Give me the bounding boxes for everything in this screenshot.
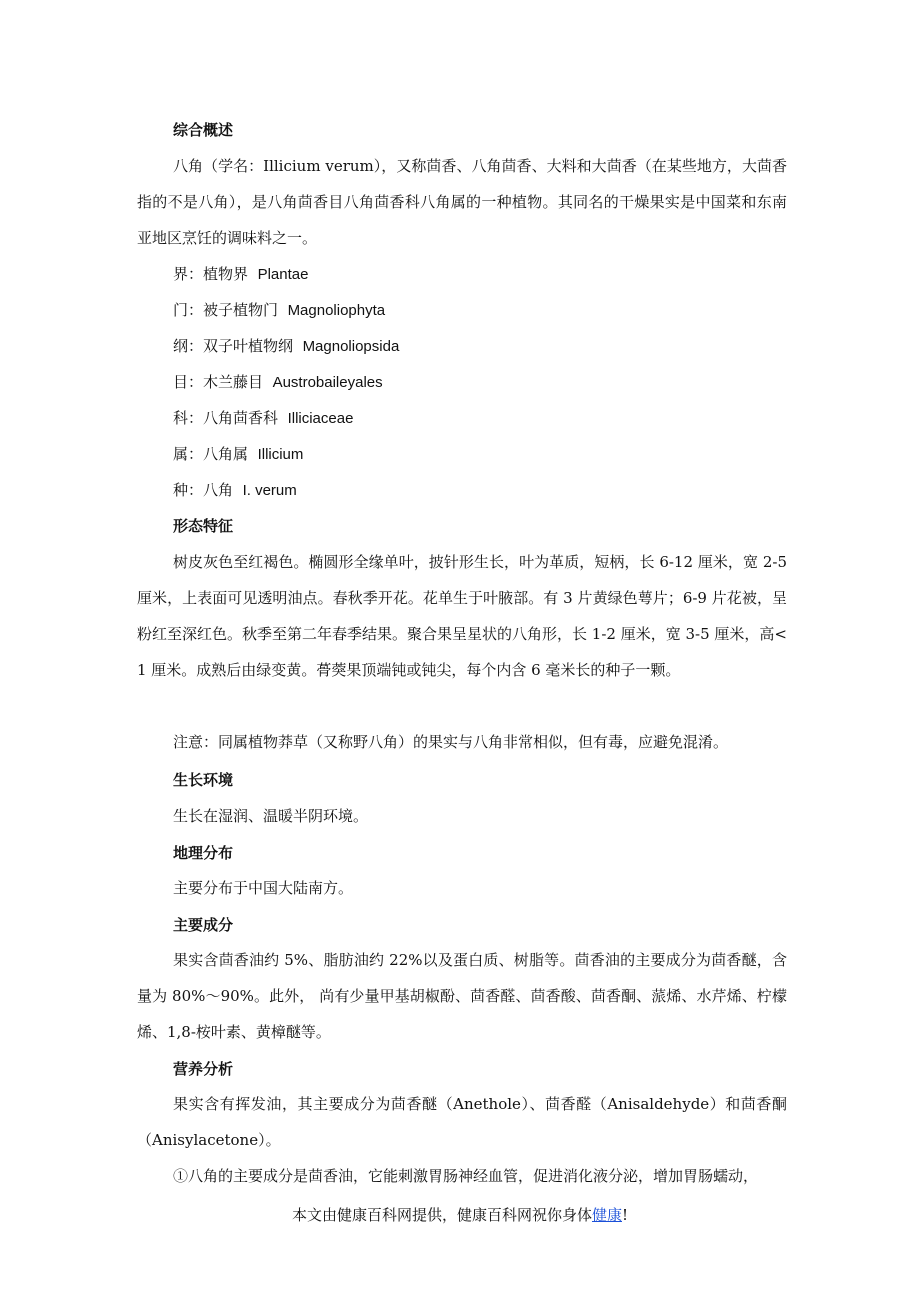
taxonomy-family — [173, 408, 353, 429]
overview-intro: 八角（学名：Illicium verum），又称茴香、八角茴香、大料和大茴香（在某些地方，大茴香指的不是八角），是八角茴香目八角茴香科八角属的一种植物。其同名的干燥果实是中国菜和东南亚地区烹饪的调味料之一。 — [137, 157, 787, 247]
taxonomy-label: 目：木兰藤目 — [173, 373, 264, 391]
morphology-note: 注意：同属植物莽草（又称野八角）的果实与八角非常相似，但有毒，应避免混淆。 — [173, 733, 729, 751]
distribution-text: 主要分布于中国大陆南方。 — [173, 879, 354, 897]
taxonomy-latin: Austrobaileyales — [272, 374, 383, 391]
taxonomy-phylum — [173, 300, 385, 321]
heading-habitat: 生长环境 — [173, 771, 234, 789]
taxonomy-label: 属：八角属 — [173, 445, 249, 463]
taxonomy-latin: Illiciaceae — [287, 410, 354, 427]
taxonomy-latin: Magnoliophyta — [287, 302, 386, 319]
taxonomy-latin: Magnoliopsida — [302, 338, 400, 355]
taxonomy-label: 门：被子植物门 — [173, 301, 279, 319]
page-footer — [0, 1205, 920, 1225]
heading-composition: 主要成分 — [173, 916, 234, 934]
taxonomy-label: 科：八角茴香科 — [173, 409, 279, 427]
heading-nutrition: 营养分析 — [173, 1060, 234, 1078]
nutrition-item-1: ①八角的主要成分是茴香油，它能刺激胃肠神经血管，促进消化液分泌，增加胃肠蠕动， — [173, 1167, 759, 1185]
nutrition-text: 果实含有挥发油，其主要成分为茴香醚（Anethole）、茴香醛（Anisaldehyde）和茴香酮（Anisylacetone）。 — [137, 1095, 787, 1149]
footer-health-link[interactable]: 健康 — [591, 1206, 622, 1224]
heading-morphology: 形态特征 — [173, 517, 234, 535]
taxonomy-label: 种：八角 — [173, 481, 234, 499]
taxonomy-class — [173, 336, 399, 357]
habitat-text: 生长在湿润、温暖半阴环境。 — [173, 807, 369, 825]
composition-text: 果实含茴香油约 5%、脂肪油约 22%以及蛋白质、树脂等。茴香油的主要成分为茴香醚，含量为 80%～90%。此外， 尚有少量甲基胡椒酚、茴香醛、茴香酸、茴香酮、蒎烯、水芹烯、柠檬烯、1,8-桉叶素、黄樟醚等。 — [137, 951, 787, 1041]
taxonomy-label: 界：植物界 — [173, 265, 249, 283]
footer-suffix: ! — [622, 1206, 629, 1224]
morphology-text: 树皮灰色至红褐色。椭圆形全缘单叶，披针形生长，叶为革质，短柄，长 6-12 厘米，宽 2-5 厘米，上表面可见透明油点。春秋季开花。花单生于叶腋部。有 3 片黄绿色萼片；6-9 片花被，呈粉红至深红色。秋季至第二年春季结果。聚合果呈星状的八角形，长 1-2 厘米，宽 3-5 厘米，高<1 厘米。成熟后由绿变黄。蓇葖果顶端钝或钝尖，每个内含 6 毫米长的种子一颗。 — [137, 553, 787, 679]
heading-distribution: 地理分布 — [173, 844, 234, 862]
taxonomy-latin: Illicium — [257, 446, 304, 463]
taxonomy-order — [173, 372, 383, 393]
footer-text: 本文由健康百科网提供，健康百科网祝你身体 — [291, 1206, 592, 1224]
heading-overview: 综合概述 — [173, 121, 234, 139]
taxonomy-genus — [173, 444, 303, 465]
taxonomy-kingdom — [173, 264, 308, 285]
taxonomy-species — [173, 480, 297, 501]
taxonomy-label: 纲：双子叶植物纲 — [173, 337, 294, 355]
taxonomy-latin: I. verum — [242, 482, 297, 499]
taxonomy-latin: Plantae — [257, 266, 309, 283]
